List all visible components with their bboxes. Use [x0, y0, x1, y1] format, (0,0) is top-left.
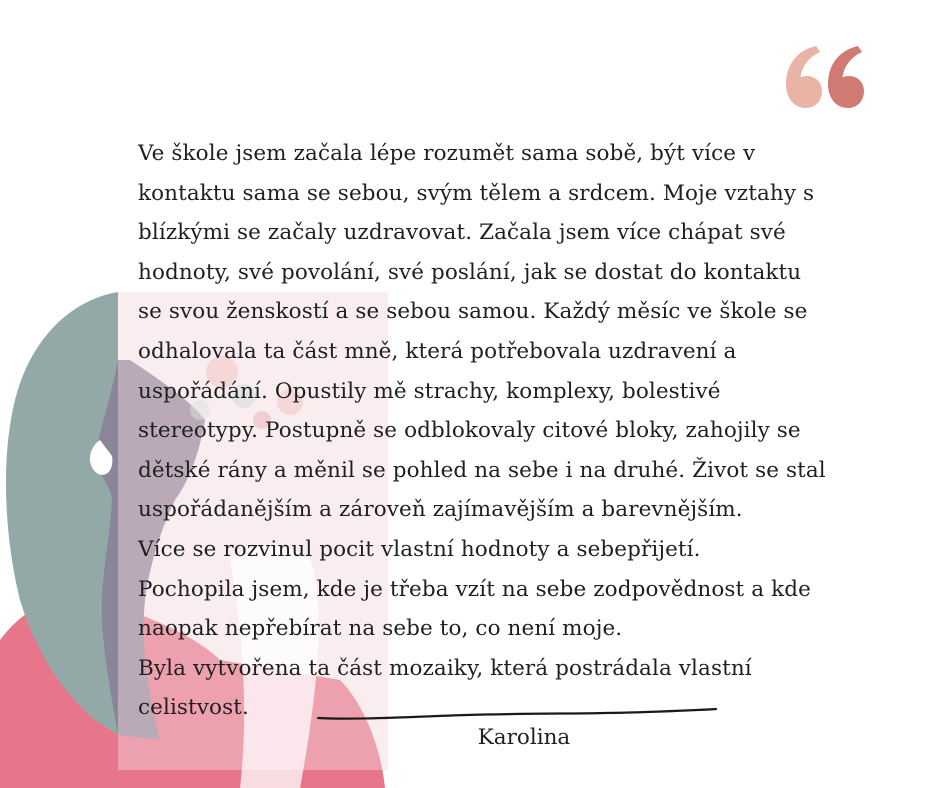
quote-mark-icon — [782, 38, 866, 118]
testimonial-line: celistvost. — [138, 695, 249, 721]
testimonial-line: Ve škole jsem začala lépe rozumět sama sobě, být více v — [138, 141, 756, 166]
testimonial-line: dětské rány a měnil se pohled na sebe i na druhé. Život se stal — [138, 457, 826, 483]
testimonial-line: blízkými se začaly uzdravovat. Začala jsem více chápat své — [138, 220, 786, 246]
testimonial-text — [138, 134, 928, 728]
testimonial-line: Více se rozvinul pocit vlastní hodnoty a sebepřijetí. — [138, 536, 701, 562]
testimonial-line: uspořádání. Opustily mě strachy, komplexy, bolestivé — [138, 378, 721, 404]
testimonial-line: kontaktu sama se sebou, svým tělem a srdcem. Moje vztahy s — [138, 180, 815, 206]
testimonial-line: uspořádanějším a zároveň zajímavějším a barevnějším. — [138, 497, 743, 523]
testimonial-line: stereotypy. Postupně se odblokovaly citové bloky, zahojily se — [138, 418, 801, 444]
testimonial-line: odhalovala ta část mně, která potřebovala uzdravení a — [138, 338, 737, 364]
testimonial-line: se svou ženskostí a se sebou samou. Každý měsíc ve škole se — [138, 299, 808, 325]
testimonial-line: naopak nepřebírat na sebe to, co není moje. — [138, 616, 623, 642]
author-name: Karolina — [477, 725, 571, 750]
testimonial-line: hodnoty, své povolání, své poslání, jak se dostat do kontaktu — [138, 259, 802, 285]
testimonial-line: Byla vytvořena ta část mozaiky, která postrádala vlastní — [138, 655, 752, 681]
testimonial-line: Pochopila jsem, kde je třeba vzít na sebe zodpovědnost a kde — [138, 576, 811, 602]
